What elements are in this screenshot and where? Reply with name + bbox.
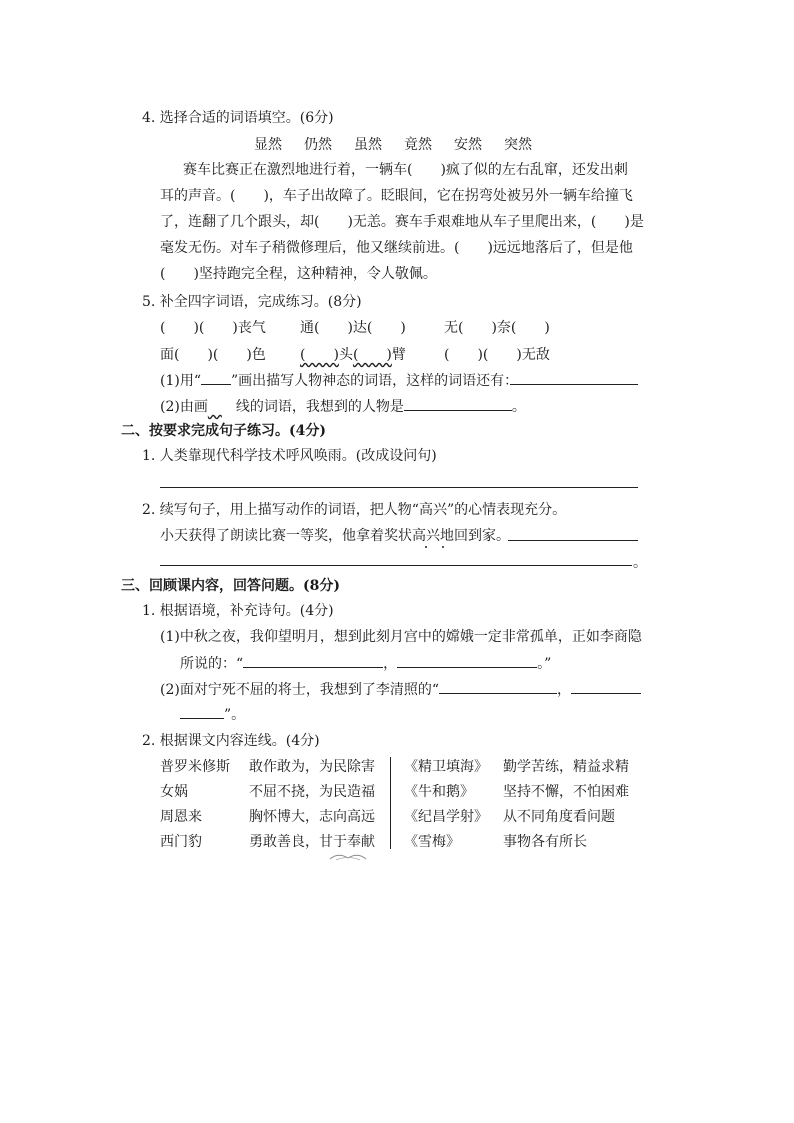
column-divider: [390, 757, 391, 849]
q5-idiom: 通( )达( ): [300, 320, 406, 336]
match-trait[interactable]: 胸怀博大，志向高远: [249, 809, 375, 825]
q5-idiom: 面( )( )色: [160, 347, 266, 363]
part3-q1-s1-cont: [180, 653, 551, 674]
answer-blank[interactable]: [508, 540, 638, 541]
answer-blank[interactable]: [397, 653, 537, 668]
straight-line-sample: [201, 370, 231, 385]
answer-blank[interactable]: [180, 704, 224, 719]
match-moral[interactable]: 坚持不懈，不怕困难: [503, 784, 629, 800]
q5-title: 5. 补全四字词语，完成练习。(8分): [142, 294, 362, 310]
match-text-title[interactable]: 《精卫填海》: [404, 759, 488, 775]
answer-line[interactable]: [160, 565, 632, 566]
match-person[interactable]: 女娲: [160, 784, 188, 800]
part3-q1-s1: (1)中秋之夜，我仰望明月，想到此刻月宫中的嫦娥一定非常孤单，正如李商隐: [160, 629, 642, 645]
q5-idiom: 无( )奈( ): [444, 320, 550, 336]
answer-blank[interactable]: [439, 679, 557, 694]
q5-idiom: ( )( )丧气: [160, 320, 266, 336]
q4-passage-line: 毫发无伤。对车子稍微修理后，他又继续前进。( )远远地落后了，但是他: [160, 240, 633, 256]
match-moral[interactable]: 事物各有所长: [503, 834, 587, 850]
match-text-title[interactable]: 《纪昌学射》: [404, 809, 488, 825]
q4-title: 4. 选择合适的词语填空。(6分): [142, 110, 334, 126]
match-trait[interactable]: 不屈不挠，为民造福: [249, 784, 375, 800]
sub2-mid: 线的词语，我想到的人物是: [235, 399, 404, 415]
s1-prefix: 所说的：“: [180, 656, 244, 672]
page-ornament-icon: [328, 850, 368, 862]
wavy-blank: ( ): [352, 347, 392, 363]
match-person[interactable]: 西门豹: [160, 834, 202, 850]
sub1-suffix: ”画出描写人物神态的词语，这样的词语还有：: [231, 373, 519, 389]
match-text-title[interactable]: 《牛和鹅》: [404, 784, 474, 800]
idiom-char: 臂: [391, 347, 406, 363]
word-option: 突然: [504, 137, 532, 153]
part3-q2-title: 2. 根据课文内容连线。(4分): [142, 733, 320, 749]
q4-passage-line: 了，连翻了几个跟头，却( )无恙。赛车手艰难地从车子里爬出来，( )是: [160, 214, 644, 230]
match-moral[interactable]: 从不同角度看问题: [503, 809, 615, 825]
part3-q1-s2: [160, 679, 641, 700]
word-option: 虽然: [354, 137, 382, 153]
sub2-end: 。: [511, 399, 526, 415]
q4-passage-line: ( )坚持跑完全程，这种精神，令人敬佩。: [160, 266, 437, 282]
part2-q1: 1. 人类靠现代科学技术呼风唤雨。(改成设问句): [142, 448, 437, 464]
period: 。: [633, 555, 647, 571]
word-option: 显然: [254, 137, 282, 153]
match-trait[interactable]: 勇敢善良，甘于奉献: [249, 834, 375, 850]
part2-q2: 2. 续写句子，用上描写动作的词语，把人物“高兴”的心情表现充分。: [142, 502, 567, 518]
answer-line[interactable]: [160, 487, 638, 488]
word-option: 仍然: [304, 137, 332, 153]
match-person[interactable]: 周恩来: [160, 809, 202, 825]
s2-comma: ，: [557, 682, 571, 698]
wavy-line-sample: ​ ​: [207, 399, 222, 415]
q5-sub1: [160, 370, 518, 391]
emphasis-dot: [442, 546, 444, 548]
word-option: 竟然: [404, 137, 432, 153]
answer-blank[interactable]: [510, 384, 638, 385]
wavy-blank: ( ): [300, 347, 339, 363]
q4-passage-line: 赛车比赛正在激烈地进行着，一辆车( )疯了似的左右乱窜，还发出刺: [183, 162, 628, 178]
s2-prefix: (2)面对宁死不屈的将士，我想到了李清照的“: [160, 682, 439, 698]
part3-q1-title: 1. 根据语境，补充诗句。(4分): [142, 603, 334, 619]
s1-comma: ，: [383, 656, 398, 672]
answer-blank[interactable]: [571, 679, 641, 694]
q5-sub2: [160, 396, 526, 417]
answer-blank[interactable]: [404, 396, 512, 411]
s2-end: ”。: [224, 707, 246, 723]
match-moral[interactable]: 勤学苦练，精益求精: [503, 759, 629, 775]
q5-idiom: ( )( )无敌: [444, 347, 550, 363]
answer-blank[interactable]: [243, 653, 383, 668]
part3-heading: 三、回顾课内容，回答问题。(8分): [121, 578, 340, 594]
emphasis-dot: [425, 546, 427, 548]
q4-passage-line: 耳的声音。( )，车子出故障了。眨眼间，它在拐弯处被另外一辆车给撞飞: [160, 188, 633, 204]
match-text-title[interactable]: 《雪梅》: [404, 834, 460, 850]
q4-word-options: [254, 135, 554, 155]
sub1-prefix: (1)用“: [160, 373, 201, 389]
part2-q2-sentence: 小天获得了朗读比赛一等奖，他拿着奖状高兴地回到家。: [160, 528, 510, 544]
part2-heading: 二、按要求完成句子练习。(4分): [121, 423, 326, 439]
match-trait[interactable]: 敢作敢为，为民除害: [249, 759, 375, 775]
word-option: 安然: [454, 137, 482, 153]
s1-end: 。”: [537, 656, 552, 672]
match-person[interactable]: 普罗米修斯: [160, 759, 230, 775]
sub2-prefix: (2)由画: [160, 399, 208, 415]
q5-idiom-wavy: [300, 345, 406, 365]
idiom-char: 头: [338, 347, 353, 363]
part3-q1-s2-cont: [180, 704, 245, 725]
